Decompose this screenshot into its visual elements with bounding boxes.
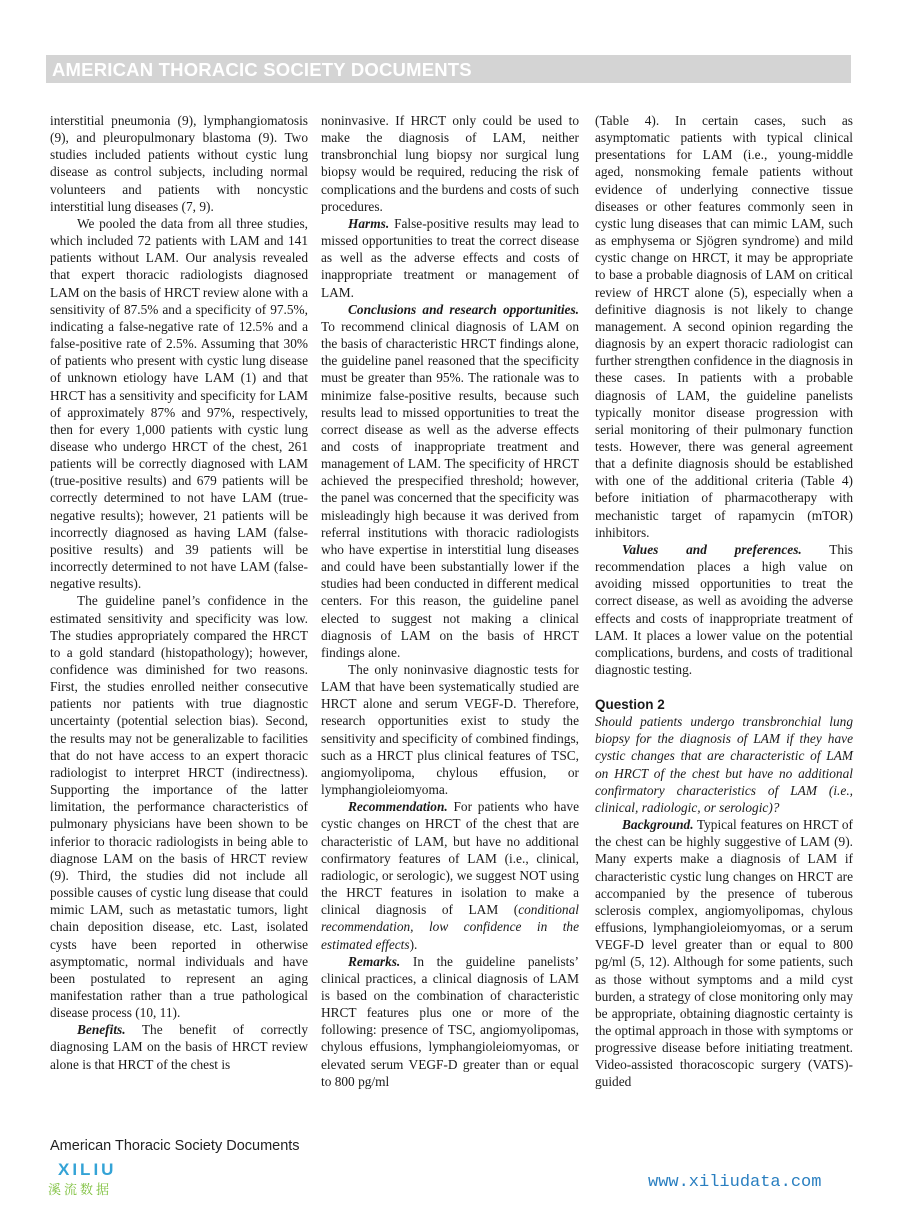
paragraph-text: For patients who have cystic changes on HRCT of the chest that are characteristic of LAM, but have no additional confirmatory features of LAM (i.e., clinical, radiologic, or serologic), we suggest NOT using the HRCT features in isolation to make a clinical diagnosis of LAM (: [321, 799, 579, 918]
paragraph: [50, 1021, 308, 1072]
text-column-1: [50, 112, 308, 1073]
paragraph: The guideline panel’s confidence in the estimated sensitivity and specificity was low. The studies appropriately compared the HRCT to a gold standard (histopathology); however, confidence was diminished for two reasons. First, the studies enrolled neither consecutive patients nor patients with true diagnostic uncertainty (potential selection bias). Second, the results may not be generalizable to facilities that do not have access to an expert thoracic radiologist to interpret HRCT (indirectness). Supporting the importance of the latter limitation, the performance characteristics of pulmonary physicians have been shown to be inferior to thoracic radiologists in being able to diagnose LAM on the basis of HRCT review (9). Third, the studies did not include all possible causes of cystic lung disease that could mimic LAM, such as metastatic tumors, light chain deposition disease, etc. Last, isolated cysts have been reported in otherwise asymptomatic, normal individuals and have been postulated to represent an aging manifestation rather than a true pathological disease process (10, 11).: [50, 593, 308, 1021]
paragraph: [321, 953, 579, 1090]
logo-chinese-text: 溪流数据: [48, 1183, 113, 1198]
recommendation-strength: conditional recommendation, low confidence in the estimated effects: [321, 902, 579, 952]
paragraph: [321, 215, 579, 301]
website-link[interactable]: www.xiliudata.com: [648, 1173, 822, 1192]
section-run-in-heading: Remarks.: [348, 953, 401, 969]
paragraph-text: False-positive results may lead to missed opportunities to treat the correct disease as well as the adverse effects and costs of inappropriate treatment or management of LAM.: [321, 215, 579, 300]
paragraph: [595, 816, 853, 1091]
paragraph-text: ).: [409, 936, 418, 952]
logo-latin-text: XILIU: [58, 1160, 117, 1179]
paragraph: [595, 541, 853, 678]
paragraph-text: In the guideline panelists’ clinical practices, a clinical diagnosis of LAM is based on the combination of characteristic HRCT features plus one or more of the following: presence of TSC, angiomyolipomas, chylous effusions, lymphangioleiomyomas, or elevated serum VEGF-D greater than or equal to 800 pg/ml: [321, 953, 579, 1089]
paragraph: [321, 301, 579, 661]
section-run-in-heading: Recommendation.: [348, 799, 448, 815]
question-text: Should patients undergo transbronchial lung biopsy for the diagnosis of LAM if they have cystic changes that are characteristic of LAM on HRCT of the chest but have no additional confirmatory characteristics of LAM (i.e., clinical, radiologic, or serologic)?: [595, 714, 853, 815]
paragraph-text: To recommend clinical diagnosis of LAM on the basis of characteristic HRCT findings alone, the guideline panel reasoned that the specificity must be greater than 95%. The rationale was to minimize false-positive results, because such results lead to missed opportunities to treat the correct disease as well as the adverse effects and costs of inappropriate treatment and management of LAM. The specificity of HRCT achieved the prespecified threshold; however, the panel was concerned that the specificity was misleadingly high because it was derived from referral institutions with thoracic radiologists who have expertise in interstitial lung diseases and could have been substantially lower if the studies had been conducted in different medical centers. For this reason, the guideline panel elected to suggest not making a clinical diagnosis of LAM on the basis of HRCT findings alone.: [321, 318, 579, 660]
text-column-3: [595, 112, 853, 1091]
section-run-in-heading: Values and preferences.: [622, 541, 802, 557]
paragraph: [321, 798, 579, 952]
footer-journal-name: American Thoracic Society Documents: [50, 1138, 300, 1154]
paragraph: (Table 4). In certain cases, such as asymptomatic patients with typical clinical presentations for LAM (i.e., young-middle aged, nonsmoking female patients without evidence of underlying connective tissue diseases or other features commonly seen in cystic lung diseases that can mimic LAM, such as emphysema or Sjögren syndrome) and mild cystic change on HRCT, it may be appropriate to base a probable diagnosis of LAM on critical review of HRCT alone (5), especially when a definitive diagnosis is not likely to change management. A second opinion regarding the diagnosis by an expert thoracic radiologist can further strengthen confidence in the diagnosis in these cases. In patients with a probable diagnosis of LAM, the guideline panelists typically monitor disease progression with serial monitoring of their pulmonary function tests. However, there was general agreement that a definite diagnosis should be established with one of the additional criteria (Table 4) before initiation of pharmacotherapy with mechanistic target of rapamycin (mTOR) inhibitors.: [595, 113, 853, 540]
paragraph-text: Typical features on HRCT of the chest can be highly suggestive of LAM (9). Many experts make a diagnosis of LAM if characteristic cystic lung changes on HRCT are accompanied by the presence of tuberous sclerosis complex, angiomyolipomas, chylous effusions, lymphangioleiomyomas, or a serum VEGF-D level greater than or equal to 800 pg/ml (5, 12). Although for some patients, such as those without symptoms and a mild cyst burden, a strategy of close monitoring only may be appropriate, obtaining diagnostic certainty is the optimal approach in those with symptoms or progressive disease before initiating treatment. Video-assisted thoracoscopic surgery (VATS)-guided: [595, 817, 853, 1090]
section-run-in-heading: Harms.: [348, 215, 390, 231]
xiliu-logo: [48, 1160, 128, 1198]
text-column-2: [321, 112, 579, 1090]
document-header-title: AMERICAN THORACIC SOCIETY DOCUMENTS: [52, 59, 472, 80]
paragraph-text: This recommendation places a high value on avoiding missed opportunities to treat the correct disease, as well as avoiding the adverse effects and costs of inappropriate treatment of LAM. It places a lower value on the potential complications, burdens, and costs of traditional diagnostic testing.: [595, 541, 853, 677]
paragraph-text: The benefit of correctly diagnosing LAM on the basis of HRCT review alone is that HRCT of the chest is: [50, 1022, 308, 1072]
section-run-in-heading: Background.: [622, 817, 694, 833]
section-run-in-heading: Benefits.: [77, 1022, 126, 1038]
document-header-bar: [46, 55, 851, 83]
section-run-in-heading: Conclusions and research opportunities.: [348, 301, 579, 317]
paragraph: We pooled the data from all three studies, which included 72 patients with LAM and 141 patients without LAM. Our analysis revealed that expert thoracic radiologists diagnosed LAM on the basis of HRCT review alone with a sensitivity of 87.5% and a specificity of 97.5%, indicating a false-negative rate of 12.5% and a false-positive rate of 2.5%. Assuming that 30% of patients who present with cystic lung disease of unknown etiology have LAM (1) and that HRCT has a sensitivity and specificity for LAM of approximately 87% and 97%, respectively, then for every 1,000 patients with cystic lung disease who undergo HRCT of the chest, 261 patients will be correctly diagnosed with LAM (true-positive results) and 679 patients will be correctly determined to not have LAM (true-negative results); however, 21 patients will be incorrectly diagnosed as having LAM (false-positive results) and 39 patients will be incorrectly determined to not have LAM (false-negative results).: [50, 215, 308, 592]
question-heading: Question 2: [595, 697, 665, 713]
paragraph: interstitial pneumonia (9), lymphangiomatosis (9), and pleuropulmonary blastoma (9). Two studies included patients without cystic lung disease as control subjects, including normal volunteers and patients with noncystic interstitial lung diseases (7, 9).: [50, 113, 308, 214]
paragraph: The only noninvasive diagnostic tests for LAM that have been systematically studied are HRCT alone and serum VEGF-D. Therefore, research opportunities exist to study the sensitivity and specificity of combined findings, such as a HRCT plus clinical features of TSC, angiomyolipoma, chylous effusion, or lymphangioleiomyoma.: [321, 662, 579, 798]
paragraph: noninvasive. If HRCT only could be used to make the diagnosis of LAM, neither transbronchial lung biopsy nor surgical lung biopsy would be required, reducing the risk of complications and the burdens and costs of such procedures.: [321, 113, 579, 214]
